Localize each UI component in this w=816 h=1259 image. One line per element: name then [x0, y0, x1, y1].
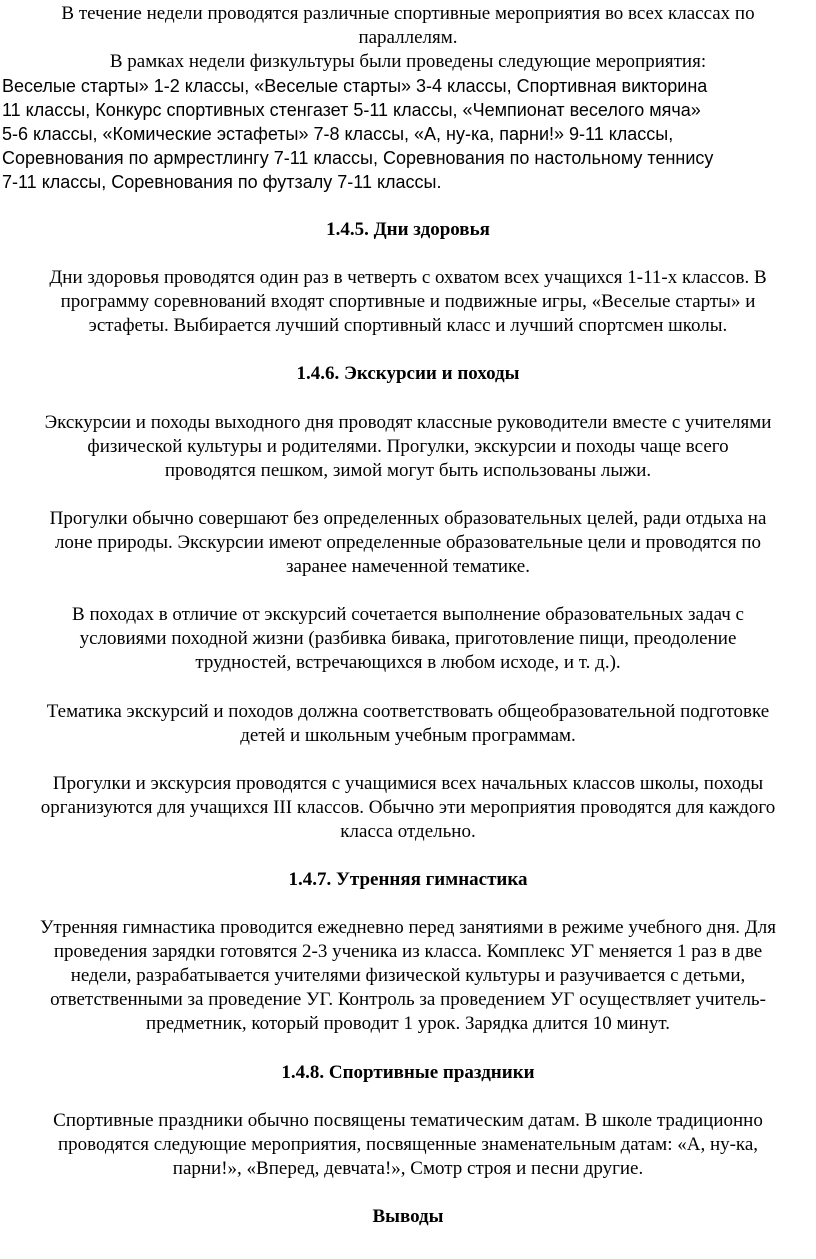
- paragraph-line: проводятся пешком, зимой могут быть использованы лыжи.: [164, 460, 652, 481]
- events-list-line: 11 классы, Конкурс спортивных стенгазет 5-11 классы, «Чемпионат веселого мяча»: [2, 100, 701, 120]
- paragraph-line: недели, разрабатывается учителями физической культуры и разучивается с детьми,: [70, 965, 746, 986]
- paragraph-line: Экскурсии и походы выходного дня проводят классные руководители вместе с учителями: [44, 412, 772, 433]
- paragraph-line: лоне природы. Экскурсии имеют определенные образовательные цели и проводятся по: [54, 532, 762, 553]
- paragraph-line: Прогулки обычно совершают без определенных образовательных целей, ради отдыха на: [49, 508, 767, 529]
- paragraph-line: проведения зарядки готовятся 2-3 ученика из класса. Комплекс УГ меняется 1 раз в две: [53, 941, 763, 962]
- paragraph-line: трудностей, встречающихся в любом исходе, и т. д.).: [195, 652, 621, 673]
- paragraph-line: условиями походной жизни (разбивка бивака, приготовление пищи, преодоление: [79, 628, 737, 649]
- intro-line: В течение недели проводятся различные спортивные мероприятия во всех классах по: [61, 3, 755, 24]
- section-heading: 1.4.7. Утренняя гимнастика: [288, 869, 528, 890]
- paragraph-line: В походах в отличие от экскурсий сочетается выполнение образовательных задач с: [72, 604, 744, 625]
- section-heading: 1.4.5. Дни здоровья: [326, 219, 490, 240]
- paragraph-line: физической культуры и родителями. Прогулки, экскурсии и походы чаще всего: [87, 436, 729, 457]
- paragraph-line: детей и школьным учебным программам.: [240, 725, 576, 746]
- paragraph-line: организуются для учащихся III классов. Обычно эти мероприятия проводятся для каждого: [40, 797, 776, 818]
- paragraph-line: заранее намеченной тематике.: [286, 556, 530, 577]
- paragraph-line: Дни здоровья проводятся один раз в четверть с охватом всех учащихся 1-11-х классов. В: [49, 267, 767, 288]
- paragraph-line: ответственными за проведение УГ. Контроль за проведением УГ осуществляет учитель-: [50, 989, 766, 1010]
- paragraph-line: Спортивные праздники обычно посвящены тематическим датам. В школе традиционно: [53, 1110, 763, 1131]
- events-list-line: Веселые старты» 1-2 классы, «Веселые старты» 3-4 классы, Спортивная викторина: [2, 76, 708, 96]
- paragraph-line: класса отдельно.: [340, 821, 476, 842]
- paragraph-line: Утренняя гимнастика проводится ежедневно перед занятиями в режиме учебного дня. Для: [39, 917, 776, 938]
- paragraph-line: предметник, который проводит 1 урок. Зарядка длится 10 минут.: [146, 1013, 670, 1034]
- intro-line: В рамках недели физкультуры были проведены следующие мероприятия:: [109, 51, 707, 72]
- intro-line: параллелям.: [358, 27, 458, 48]
- section-heading: 1.4.8. Спортивные праздники: [281, 1062, 535, 1083]
- events-list-line: Соревнования по армрестлингу 7-11 классы, Соревнования по настольному теннису: [2, 148, 714, 168]
- paragraph-line: парни!», «Вперед, девчата!», Смотр строя и песни другие.: [172, 1158, 644, 1179]
- events-list-line: 7-11 классы, Соревнования по футзалу 7-11 классы.: [2, 172, 442, 192]
- paragraph-line: Прогулки и экскурсия проводятся с учащимися всех начальных классов школы, походы: [52, 773, 764, 794]
- paragraph-line: эстафеты. Выбирается лучший спортивный класс и лучший спортсмен школы.: [88, 315, 728, 336]
- events-list-line: 5-6 классы, «Комические эстафеты» 7-8 классы, «А, ну-ка, парни!» 9-11 классы,: [2, 124, 674, 144]
- paragraph-line: программу соревнований входят спортивные и подвижные игры, «Веселые старты» и: [60, 291, 756, 312]
- section-heading: Выводы: [372, 1206, 444, 1227]
- paragraph-line: Тематика экскурсий и походов должна соответствовать общеобразовательной подготовке: [46, 701, 770, 722]
- section-heading: 1.4.6. Экскурсии и походы: [296, 363, 520, 384]
- paragraph-line: проводятся следующие мероприятия, посвященные знаменательным датам: «А, ну-ка,: [57, 1134, 759, 1155]
